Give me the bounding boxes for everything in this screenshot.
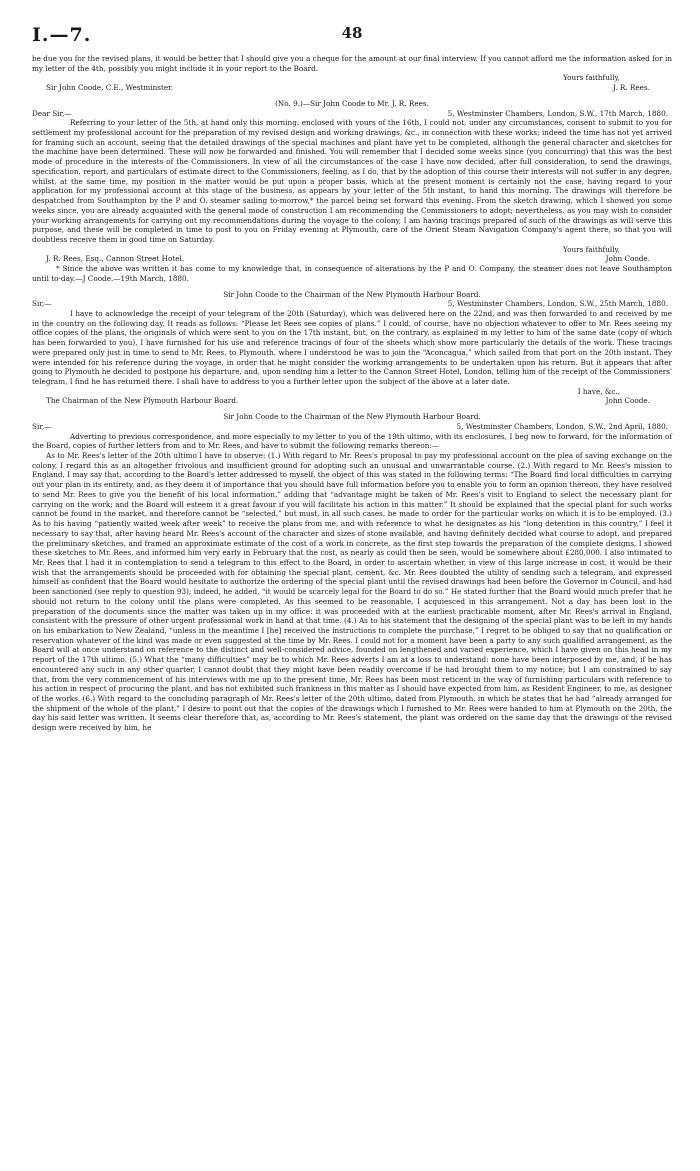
letter-body-paragraph: Referring to your letter of the 5th, at hand only this morning, enclosed with yours of the 16th, I could not, under any circumstances, consent to submit to you for settlement my professional account for the preparation of my revised design and working drawings, &c., in connection with these works; indeed the time has not yet arrived for framing such an account, seeing that the detailed drawings of the special machines and plant have yet to be completed, although the general character and sketches for the machine have been determined. These will now be forwarded and finished. You will remember that I decided some weeks since (you concurring) that this was the best mode of procedure in the interests of the Commissioners. In view of all the circumstances of the case I have now decided, after full consideration, to send the drawings, specification, report, and particulars of estimate direct to the Commissioners, feeling, as I do, that by the adoption of this course their interests will not suffer in any degree, whilst, at the same time, my position in the matter would be put upon a proper basis, which at the present moment is certainly not the case, having regard to your application for my professional account at this stage of the business, as appears by your letter of the 5th instant, to hand this morning. The drawings will therefore be despatched from Southampton by the P and O. steamer sailing to-morrow,* the parcel being set forward this evening. From the sketch drawing, which I showed you some weeks since, you are already acquainted with the general mode of construction I am recommending the Commissioners to adopt; nevertheless, as you may wish to consider your working arrangements for carrying out my recommendations during the voyage to the colony, I am having tracings prepared of such of the drawings as will serve this purpose, and these will be completed in time to post to you on Friday evening at Plymouth, care of the Orient Steam Navigation Company's agent there, so that you will doubtless receive them in good time on Saturday. xyxy=(32,118,672,244)
salutation-row xyxy=(32,109,672,119)
signature-row xyxy=(32,254,672,264)
letter-body-paragraph: As to Mr. Rees's letter of the 20th ultimo I have to observe: (1.) With regard to Mr. Rees's proposal to pay my professional account on the plea of saving exchange on the colony, I regard this as an altogether frivolous and insufficient ground for adopting such an unusual and unwarrantable course. (2.) With regard to Mr. Rees's mission to England, I may say that, according to the Board's letter addressed to myself, the object of this was stated in the following terms: “The Board find local difficulties in carrying out your plan in its entirety, and, as they deem it of importance that you should have full information before you to enable you to form an opinion thereon, they have resolved to send Mr. Rees to give you the benefit of his local information,” adding that “advantage might be taken of Mr. Rees's visit to England to select the necessary plant for carrying on the work; and the Board will esteem it a great favour if you will facilitate his action in this matter.” It should be explained that the special plant for such works cannot be found in the market, and therefore cannot be “selected,” but must, in all such cases, be made to order for the particular works on which it is to be employed. (3.) As to his having “patiently waited week after week” to receive the plans from me, and with reference to what he designates as his “long detention in this country,” I feel it necessary to say that, after having heard Mr. Rees's account of the character and sizes of stone available, and having definitely decided what course to adopt, and prepared the preliminary sketches, and framed an approximate estimate of the cost of a work in concrete, as the first step towards the preparation of the complete designs, I showed these sketches to Mr. Rees, and informed him very early in February that the cost, as nearly as could then be seen, would be somewhere about £280,000. I also intimated to Mr. Rees that I had it in contemplation to send a telegram to this effect to the Board, in order to ascertain whether, in view of this large increase in cost, it would be their wish that the arrangements should be proceeded with for obtaining the special plant, cement, &c. Mr. Rees doubted the utility of sending such a telegram, and expressed himself as confident that the Board would hesitate to authorize the ordering of the special plant until the revised drawings had been before the Governor in Council, and had been sanctioned (see reply to question 93); indeed, he added, “it would be scarcely legal for the Board to do so.” He stated further that the Board would much prefer that he should not return to the colony until the plans were completed. As this seemed to be reasonable, I acquiesced in this arrangement. Not a day has been lost in the preparation of the documents since the matter was taken up in my office: it was proceeded with at the earliest practicable moment, after Mr. Rees's arrival in England, consistent with the pressure of other urgent professional work in hand at that time. (4.) As to his statement that the designing of the special plant was to be left in my hands on his embarkation to New Zealand, “unless in the meantime I [he] received the instructions to complete the purchase,” I regret to be obliged to say that no qualification or reservation whatever of the kind was made or even suggested at the time by Mr. Rees. I could not for a moment have been a party to any such qualified arrangement, as the Board will at once understand on reference to the distinct and well-considered advice, founded on lengthened and varied experience, which I have given on this head in my report of the 17th ultimo. (5.) What the “many difficulties” may be to which Mr. Rees adverts I am at a loss to understand: none have been interposed by me, and, if he has encountered any such in any other quarter, I cannot doubt that they might have been readily overcome if he had brought them to my notice; but I am constrained to say that, from the very commencement of his interviews with me up to the present time, Mr. Rees has been most reticent in the way of furnishing particulars with reference to his action in respect of procuring the plant, and has not exhibited such frankness in this matter as I should have expected from him, as Resident Engineer, to me, as designer of the works. (6.) With regard to the concluding paragraph of Mr. Rees's letter of the 20th ultimo, dated from Plymouth, in which he states that he had “already arranged for the shipment of the whole of the plant,” I desire to point out that the copies of the drawings which I furnished to Mr. Rees were handed to him at Plymouth on the 20th, the day his said letter was written. It seems clear therefore that, as, according to Mr. Rees's statement, the plant was ordered on the same day that the drawings of the revised design were received by him, he xyxy=(32,451,672,733)
addressee: J. R. Rees, Esq., Cannon Street Hotel. xyxy=(46,254,185,264)
document-page xyxy=(32,24,672,733)
signature-row xyxy=(32,396,672,406)
letter-heading: Sir John Coode to the Chairman of the New Plymouth Harbour Board. xyxy=(223,412,481,422)
letter-continuation-paragraph: be due you for the revised plans, it would be better that I should give you a cheque for the amount at our final interview. If you cannot afford me the information asked for in my letter of the 4th, possibly you might include it in your report to the Board. xyxy=(32,54,672,73)
signature: John Coode. xyxy=(605,254,650,264)
letter-heading: (No. 9.)—Sir John Coode to Mr. J. R. Rees. xyxy=(275,98,429,108)
footnote: * Since the above was written it has come to my knowledge that, in consequence of alterations by the P and O. Company, the steamer does not leave Southampton until to-day.—J Coode.—19th March, 1880. xyxy=(32,264,672,283)
sender-address-date: 5, Westminster Chambers, London, S.W., 2nd April, 1880. xyxy=(456,421,668,431)
addressee: Sir John Coode, C.E., Westminster. xyxy=(46,83,174,93)
sender-address-date: 5, Westminster Chambers, London, S.W., 25th March, 1880. xyxy=(447,299,668,309)
signature-row xyxy=(32,83,672,93)
document-body xyxy=(32,54,672,733)
page-header xyxy=(32,24,672,54)
addressee: The Chairman of the New Plymouth Harbour Board. xyxy=(46,396,239,406)
salutation-row xyxy=(32,422,672,432)
letter-heading: Sir John Coode to the Chairman of the New Plymouth Harbour Board. xyxy=(223,289,481,299)
closing-line: I have, &c., xyxy=(577,386,620,396)
page-number: 48 xyxy=(341,24,363,42)
sender-address-date: 5, Westminster Chambers, London, S.W., 17th March, 1880. xyxy=(447,108,668,118)
salutation: Dear Sir,— xyxy=(32,108,72,118)
salutation: Sir,— xyxy=(32,299,52,309)
letter-intro-paragraph: Adverting to previous correspondence, and more especially to my letter to you of the 19th ultimo, with its enclosures, I beg now to forward, for the information of the Board, copies of further letters from and to Mr. Rees, and have to submit the following remarks thereon:— xyxy=(32,431,672,451)
salutation: Sir,— xyxy=(32,421,52,431)
closing-line: Yours faithfully, xyxy=(562,244,620,254)
signature: John Coode. xyxy=(605,396,650,406)
salutation-row xyxy=(32,299,672,309)
signature: J. R. Rees. xyxy=(612,83,650,93)
parliamentary-paper-code: I.—7. xyxy=(32,24,92,46)
letter-body-paragraph: I have to acknowledge the receipt of your telegram of the 20th (Saturday), which was delivered here on the 22nd, and was then forwarded to and received by me in the country on the following day. It reads as follows: “Please let Rees see copies of plans.” I could, of course, have no objection whatever to offer to Mr. Rees seeing my office copies of the plans, the originals of which were sent to you on the 17th instant, but, on the contrary, as explained in my letter to him of the same date (copy of which has been forwarded to you), I have furnished for his use and reference tracings of four of the sheets which show more particularly the details of the work. These tracings were prepared only just in time to send to Mr. Rees, to Plymouth, where I understood he was to join the “Aconcagua,” which sailed from that port on the 20th instant. They were intended for his reference during the voyage, in order that he might consider the working arrangements to be undertaken upon his return. But it appears that after going to Plymouth he decided to postpone his departure, and, upon sending him a letter to the Cannon Street Hotel, London, telling him of the receipt of the Commissioners' telegram, I find he has returned there. I shall have to address to you a further letter upon the subject of the above at a later date. xyxy=(32,308,672,386)
closing-line: Yours faithfully, xyxy=(562,73,620,83)
